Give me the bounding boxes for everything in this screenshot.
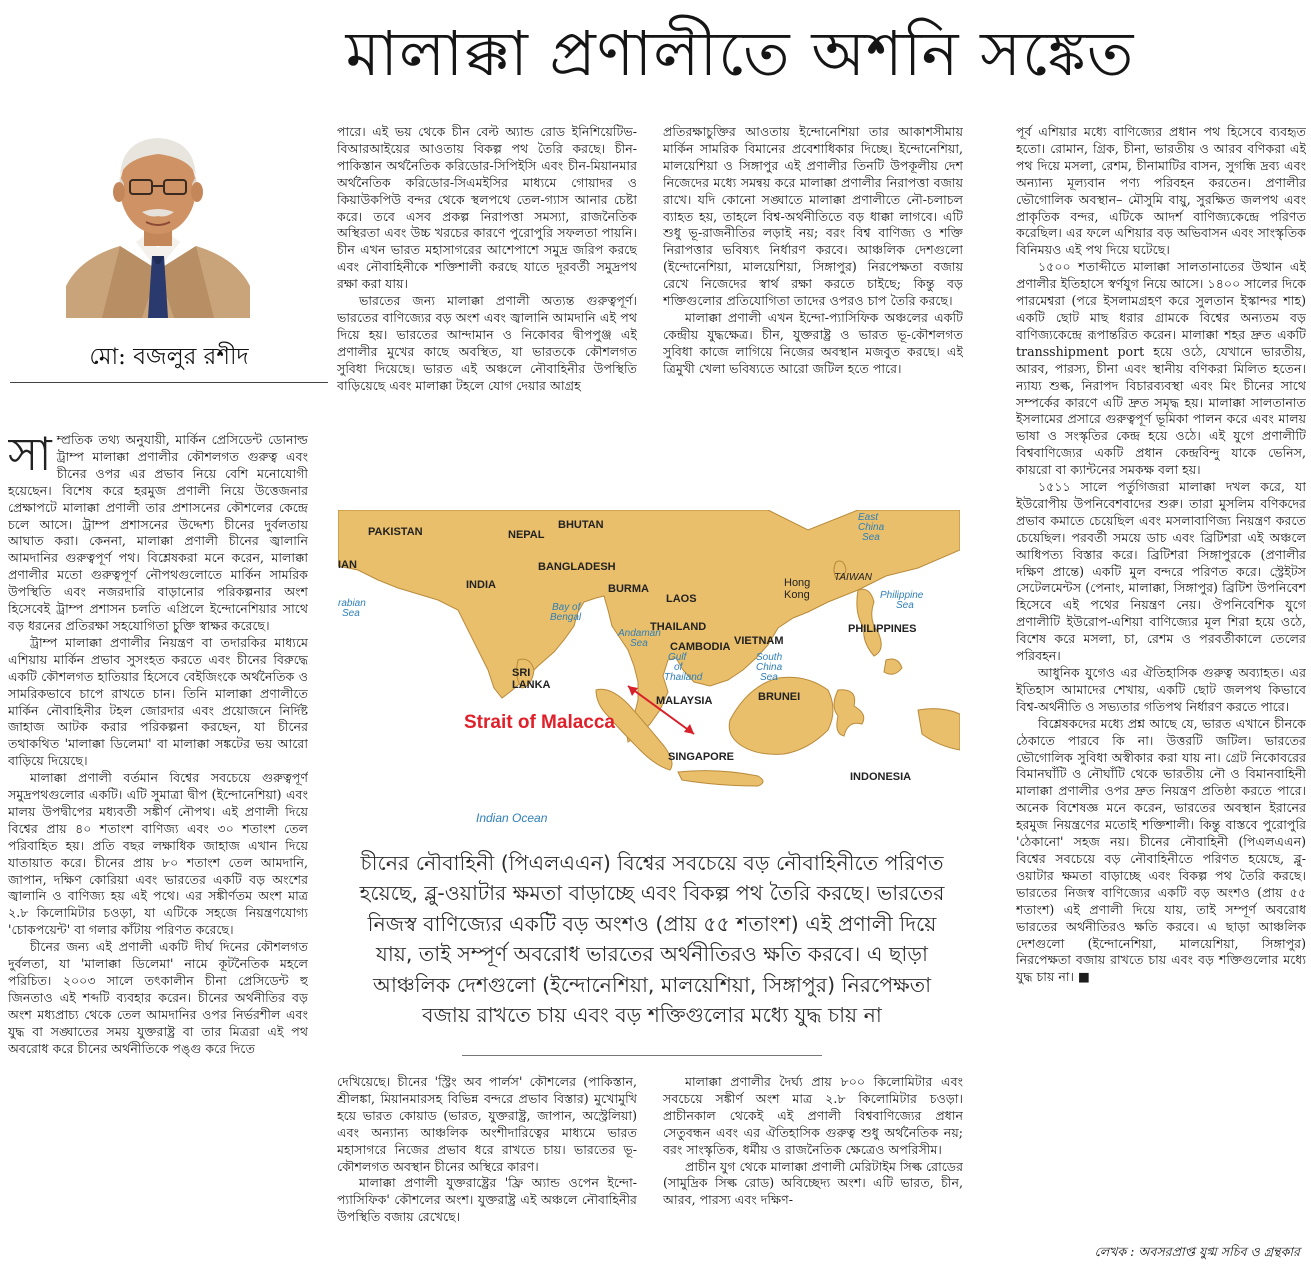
map-label-hong-kong-2: Kong xyxy=(784,589,810,601)
map-label-andaman-sea-1: Andaman xyxy=(618,628,661,639)
map-label-philippines: PHILIPPINES xyxy=(848,623,917,635)
map-label-bhutan: BHUTAN xyxy=(558,519,604,531)
map-label-indian-ocean: Indian Ocean xyxy=(476,811,548,825)
pull-quote-divider xyxy=(462,1055,822,1056)
map-label-andaman-sea-2: Sea xyxy=(630,638,648,649)
byline-divider xyxy=(10,382,328,383)
article-paragraph: প্রাচীন যুগ থেকে মালাক্কা প্রণালী মেরিটাইম সিল্ক রোডের (সামুদ্রিক সিল্ক রোড) অবিচ্ছেদ্য অংশ। এটি ভারত, চীন, আরব, পারস্য এবং দক্ষিণ- xyxy=(663,1158,963,1208)
map-label-thailand: THAILAND xyxy=(650,621,707,633)
article-column-3-lower xyxy=(663,1074,963,1264)
strait-of-malacca-map xyxy=(338,510,960,830)
article-paragraph: ম্প্রতিক তথ্য অনুযায়ী, মার্কিন প্রেসিডেন্ট ডোনাল্ড ট্রাম্প মালাক্কা প্রণালীর কৌশলগত গুরুত্ব এবং চীনের ওপর এর প্রভাব নিয়ে বেশি মনোযোগী হয়েছেন। বিশেষ করে হরমুজ প্রণালী নিয়ে উত্তেজনার প্রেক্ষাপটে মালাক্কা প্রণালী তার প্রশাসনের কৌশলের কেন্দ্রে চলে আসে। ট্রাম্প প্রশাসনের উদ্দেশ্য চীনের দুর্বলতায় আঘাত করা। কেননা, মালাক্কা প্রণালী চীনের জ্বালানি আমদানির গুরুত্বপূর্ণ পথ। বিশ্লেষকরা মনে করেন, মালাক্কা প্রণালীর মতো গুরুত্বপূর্ণ নৌপথগুলোতে মার্কিন সামরিক উপস্থিতি এবং নজরদারি বাড়ানোর পরিকল্পনার অংশ হিসেবেই ট্রাম্প প্রশাসন চলতি এপ্রিলে ইন্দোনেশিয়ার সাথে বড় ধরনের প্রতিরক্ষা সহযোগিতা চুক্তি স্বাক্ষর করেছে। xyxy=(8,432,308,633)
article-column-2 xyxy=(337,124,637,496)
drop-cap: সা xyxy=(8,432,52,481)
article-paragraph: মালাক্কা প্রণালী যুক্তরাষ্ট্রের 'ফ্রি অ্যান্ড ওপেন ইন্দো-প্যাসিফিক' কৌশলের অংশ। যুক্তরাষ্ট্র এই অঞ্চলে নৌবাহিনীর উপস্থিতি বজায় রেখেছে। xyxy=(337,1175,637,1225)
article-paragraph: বিশ্লেষকদের মধ্যে প্রশ্ন আছে যে, ভারত এখানে চীনকে ঠেকাতে পারবে কি না। উত্তরটি জটিল। ভারতের ভৌগোলিক সুবিধা অস্বীকার করা যায় না। গ্রেট নিকোবরের বিমানঘাঁটি ও নৌঘাঁটি থেকে ভারতীয় নৌ ও বিমানবাহিনী মালাক্কা প্রণালীর ওপর দ্রুত নিয়ন্ত্রণ প্রতিষ্ঠা করতে পারে। অনেক বিশেষজ্ঞ মনে করেন, ভারতের অবস্থান ইরানের হরমুজ নিয়ন্ত্রণের মতোই শক্তিশালী। কিন্তু বাস্তবে পুরোপুরি 'ঠেকানো' সহজ নয়। চীনের নৌবাহিনী (পিএলএএন) বিশ্বের সবচেয়ে বড় নৌবাহিনীতে পরিণত হয়েছে, ব্লু-ওয়াটার ক্ষমতা বাড়াচ্ছে এবং বিকল্প পথ তৈরি করছে। ভারতের নিজস্ব বাণিজ্যের একটি বড় অংশও (প্রায় ৫৫ শতাংশ) এই প্রণালী দিয়ে যায়, তাই সম্পূর্ণ অবরোধ ভারতের অর্থনীতিরও ক্ষতি করবে। এ ছাড়া আঞ্চলিক দেশগুলো (ইন্দোনেশিয়া, মালয়েশিয়া, সিঙ্গাপুর) নিরপেক্ষতা বজায় রাখতে চায় এবং বড় শক্তিগুলোর মধ্যে যুদ্ধ চায় না। ■ xyxy=(1016,715,1306,985)
map-label-malaysia: MALAYSIA xyxy=(656,695,713,707)
article-paragraph: ভারতের জন্য মালাক্কা প্রণালী অত্যন্ত গুরুত্বপূর্ণ। ভারতের বাণিজ্যের বড় অংশ এবং জ্বালানি আমদানি এই পথ দিয়ে হয়। ভারতের আন্দামান ও নিকোবর দ্বীপপুঞ্জ এই প্রণালীর মুখের কাছে অবস্থিত, যা ভারতকে কৌশলগত সুবিধা দিয়েছে। ভারত এই অঞ্চলে নৌবাহিনীর উপস্থিতি বাড়িয়েছে এবং মালাক্কা টহলে যোগ দেয়ার আগ্রহ xyxy=(337,293,637,393)
article-paragraph: প্রতিরক্ষাচুক্তির আওতায় ইন্দোনেশিয়া তার আকাশসীমায় মার্কিন সামরিক বিমানের প্রবেশাধিকার দিচ্ছে। ইন্দোনেশিয়া, মালয়েশিয়া ও সিঙ্গাপুর এই প্রণালীর তিনটি উপকূলীয় দেশ নিজেদের মধ্যে সমন্বয় করে মালাক্কা প্রণালীর নিরাপত্তা বজায় রাখে। যদি কোনো সঙ্ঘাতে মালাক্কা প্রণালীতে নৌ-চলাচল ব্যাহত হয়, তাহলে বিশ্ব-অর্থনীতিতে বড় ধাক্কা লাগবে। এটি শুধু ভূ-রাজনীতির লড়াই নয়; বরং বিশ্ব বাণিজ্য ও শক্তি নিরাপত্তার ভবিষ্যৎ নির্ধারণ করবে। আঞ্চলিক দেশগুলো (ইন্দোনেশিয়া, মালয়েশিয়া, সিঙ্গাপুর) নিরপেক্ষতা বজায় রেখে নিজেদের স্বার্থ রক্ষা করতে চাইছে; কিন্তু বড় শক্তিগুলোর প্রতিযোগিতা তাদের ওপরও চাপ তৈরি করছে। xyxy=(663,124,963,309)
map-label-arabian-sea-1: rabian xyxy=(338,598,366,609)
article-paragraph: পারে। এই ভয় থেকে চীন বেল্ট অ্যান্ড রোড ইনিশিয়েটিভ-বিআরআইয়ের আওতায় বিকল্প পথ তৈরি করছে। চীন-পাকিস্তান অর্থনৈতিক করিডোর-সিপিইসি এবং চীন-মিয়ানমার অর্থনৈতিক করিডোর-সিএমইসির মাধ্যমে গোয়াদর ও কিয়াউকপিউ বন্দর থেকে স্থলপথে তেল-গ্যাস আনার চেষ্টা করে। তবে এসব প্রকল্প নিরাপত্তা সমস্যা, রাজনৈতিক অস্থিরতা এবং উচ্চ খরচের কারণে পুরোপুরি সফলতা পায়নি। চীন এখন ভারত মহাসাগরের আশেপাশে সমুদ্র জরিপ করছে এবং নৌবাহিনীকে শক্তিশালী করছে যাতে দূরবর্তী সমুদ্রপথ রক্ষা করা যায়। xyxy=(337,124,637,292)
map-label-cambodia: CAMBODIA xyxy=(670,641,731,653)
article-paragraph: মালাক্কা প্রণালী এখন ইন্দো-প্যাসিফিক অঞ্চলের একটি কেন্দ্রীয় যুদ্ধক্ষেত্র। চীন, যুক্তরাষ্ট্র ও ভারত ভূ-কৌশলগত সুবিধা কাজে লাগিয়ে নিজের অবস্থান মজবুত করছে। এই ত্রিমুখী খেলা ভবিষ্যতে আরো জটিল হতে পারে। xyxy=(663,309,963,376)
pull-quote: চীনের নৌবাহিনী (পিএলএএন) বিশ্বের সবচেয়ে বড় নৌবাহিনীতে পরিণত হয়েছে, ব্লু-ওয়াটার ক্ষমতা বাড়াচ্ছে এবং বিকল্প পথ তৈরি করছে। ভারতের নিজস্ব বাণিজ্যের একটি বড় অংশও (প্রায় ৫৫ শতাংশ) এই প্রণালী দিয়ে যায়, তাই সম্পূর্ণ অবরোধ ভারতের অর্থনীতিরও ক্ষতি করবে। এ ছাড়া আঞ্চলিক দেশগুলো (ইন্দোনেশিয়া, মালয়েশিয়া, সিঙ্গাপুর) নিরপেক্ষতা বজায় রাখতে চায় এবং বড় শক্তিগুলোর মধ্যে যুদ্ধ চায় না xyxy=(359,851,945,1028)
map-label-south-china-sea-3: Sea xyxy=(760,672,778,683)
map-label-india: INDIA xyxy=(466,579,496,591)
map-label-laos: LAOS xyxy=(666,593,697,605)
map-label-hong-kong-1: Hong xyxy=(784,577,811,589)
map-label-south-china-sea-1: South xyxy=(756,652,783,663)
map-label-bay-of-bengal-2: Bengal xyxy=(550,612,582,623)
author-photo xyxy=(62,118,254,318)
map-label-sri-lanka-1: SRI xyxy=(512,667,531,679)
article-paragraph: ১৫১১ সালে পর্তুগিজরা মালাক্কা দখল করে, যা ইউরোপীয় উপনিবেশবাদের শুরু। তারা মুসলিম বণিকদের প্রভাব কমাতে চেয়েছিল এবং মসলাবাণিজ্য নিয়ন্ত্রণ করতে চেয়েছিল। পরবর্তী সময়ে ডাচ এবং ব্রিটিশরা এই অঞ্চলে আধিপত্য বিস্তার করে। ব্রিটিশরা সিঙ্গাপুরকে (প্রণালীর দক্ষিণ প্রান্তে) একটি মুল বন্দরে পরিণত করে। স্ট্রেইটস সেটেলমেন্টস (পেনাং, মালাক্কা, সিঙ্গাপুর) ব্রিটিশ উপনিবেশ হিসেবে এই পথের নিয়ন্ত্রণ নেয়। ঔপনিবেশিক যুগে প্রণালীটি ইউরোপ-এশিয়া বাণিজ্যের মূল শিরা হয়ে ওঠে, বিশেষ করে মসলা, চা, রেশম ও পরবর্তীকালে তেলের পরিবহন। xyxy=(1016,479,1306,664)
headline: মালাক্কা প্রণালীতে অশনি সঙ্কেত xyxy=(345,17,1135,90)
article-column-1 xyxy=(8,432,308,1262)
map-label-gulf-of-thailand-1: Gulf xyxy=(668,652,687,663)
author-credit: লেখক : অবসরপ্রাপ্ত যুগ্ম সচিব ও গ্রন্থকার xyxy=(1094,1244,1300,1259)
map-label-nepal: NEPAL xyxy=(508,529,545,541)
map-label-east-china-sea-1: East xyxy=(858,512,879,523)
article-paragraph: ১৫০০ শতাব্দীতে মালাক্কা সালতানাতের উত্থান এই প্রণালীর ইতিহাসে স্বর্ণযুগ নিয়ে আসে। ১৪০০ সালের দিকে পারমেশ্বরা (পরে ইসলামগ্রহণ করে সুলতান ইস্কান্দর শাহ) একটি ছোট মাছ ধরার গ্রামকে বিশ্বের অন্যতম বড় বাণিজ্যকেন্দ্রে রূপান্তরিত করেন। মালাক্কা শহর দ্রুত একটি transshipment port হয়ে ওঠে, যেখানে ভারতীয়, আরব, পারস্য, চীনা এবং স্থানীয় বণিকরা মিলিত হতেন। ন্যায্য শুল্ক, নিরাপদ বিচারব্যবস্থা এবং মিং চীনের সাথে সম্পর্কের কারণে এটি দ্রুত সমৃদ্ধ হয়। মালাক্কা সালতানাত ইসলামের প্রসারে গুরুত্বপূর্ণ ভূমিকা পালন করে এবং মালয় ভাষা ও সংস্কৃতির কেন্দ্র হয়ে ওঠে। এই যুগে প্রণালীটি বিশ্ববাণিজ্যের একটি প্রধান কেন্দ্রবিন্দু যাকে ভেনিস, কায়রো বা ক্যান্টনের সমকক্ষ বলা হয়। xyxy=(1016,259,1306,478)
article-paragraph: দেখিয়েছে। চীনের 'স্ট্রিং অব পার্লস' কৌশলের (পাকিস্তান, শ্রীলঙ্কা, মিয়ানমারসহ বিভিন্ন বন্দরে প্রভাব বিস্তার) মুখোমুখি হয়ে ভারত কোয়াড (ভারত, যুক্তরাষ্ট্র, জাপান, অস্ট্রেলিয়া) এবং অন্যান্য আঞ্চলিক অংশীদারিত্বের মাধ্যমে ভারত মহাসাগরে নিজের প্রভাব ধরে রাখতে চায়। ভারতের ভূ-কৌশলগত অবস্থান চীনের অস্থিরে কারণ। xyxy=(337,1074,637,1174)
article-paragraph: মালাক্কা প্রণালীর দৈর্ঘ্য প্রায় ৮০০ কিলোমিটার এবং সবচেয়ে সঙ্কীর্ণ অংশ মাত্র ২.৮ কিলোমিটার চওড়া। প্রাচীনকাল থেকেই এই প্রণালী বিশ্ববাণিজ্যের প্রধান সেতুবন্ধন এবং এর ঐতিহাসিক গুরুত্ব শুধু অর্থনৈতিক নয়; বরং সাংস্কৃতিক, ধর্মীয় ও রাজনৈতিক ক্ষেত্রেও অপরিসীম। xyxy=(663,1074,963,1157)
author-byline: মো: বজলুর রশীদ xyxy=(89,344,249,370)
article-paragraph: মালাক্কা প্রণালী বর্তমান বিশ্বের সবচেয়ে গুরুত্বপূর্ণ সমুদ্রপথগুলোর একটি। এটি সুমাত্রা দ্বীপ (ইন্দোনেশিয়া) এবং মালয় উপদ্বীপের মধ্যবর্তী সঙ্কীর্ণ নৌপথ। এই প্রণালী দিয়ে বিশ্বের প্রায় ৪০ শতাংশ বাণিজ্য এবং ৩০ শতাংশ তেল পরিবাহিত হয়। প্রতি বছর লক্ষাধিক জাহাজ এখান দিয়ে যাতায়াত করে। চীনের প্রায় ৮০ শতাংশ তেল আমদানি, জাপান, দক্ষিণ কোরিয়া এবং ভারতের একটি বড় অংশের জ্বালানি ও বাণিজ্য হয় এই পথে। এর সঙ্কীর্ণতম অংশ মাত্র ২.৮ কিলোমিটার চওড়া, যা এটিকে সহজে নিয়ন্ত্রণযোগ্য 'চোকপয়েন্ট' বা গলার কাঁটায় পরিণত করেছে। xyxy=(8,770,308,938)
map-label-iran: IAN xyxy=(338,559,357,571)
map-label-indonesia: INDONESIA xyxy=(850,771,912,783)
map-label-south-china-sea-2: China xyxy=(756,662,783,673)
map-label-singapore: SINGAPORE xyxy=(668,751,735,763)
article-column-2-lower xyxy=(337,1074,637,1264)
article-column-4 xyxy=(1016,124,1306,1236)
map-label-arabian-sea-2: Sea xyxy=(342,608,360,619)
map-label-bangladesh: BANGLADESH xyxy=(538,561,616,573)
map-label-bay-of-bengal-1: Bay of xyxy=(552,602,581,613)
strait-of-malacca-label: Strait of Malacca xyxy=(464,712,615,733)
article-paragraph: আধুনিক যুগেও এর ঐতিহাসিক গুরুত্ব অব্যাহত। এর ইতিহাস আমাদের শেখায়, একটি ছোট জলপথ কিভাবে বিশ্ব-অর্থনীতি ও সভ্যতার গতিপথ নির্ধারণ করতে পারে। xyxy=(1016,665,1306,714)
map-label-vietnam: VIETNAM xyxy=(734,635,784,647)
map-label-gulf-of-thailand-2: of xyxy=(674,662,683,673)
map-label-pakistan: PAKISTAN xyxy=(368,526,423,538)
map-label-burma: BURMA xyxy=(608,583,649,595)
article-paragraph: চীনের জন্য এই প্রণালী একটি দীর্ঘ দিনের কৌশলগত দুর্বলতা, যা 'মালাক্কা ডিলেমা' নামে কূটনৈতিক মহলে পরিচিত। ২০০৩ সালে তৎকালীন চীনা প্রেসিডেন্ট হু জিনতাও এই শব্দটি ব্যবহার করেন। চীনের অর্থনীতির বড় অংশ মধ্যপ্রাচ্য থেকে তেল আমদানির ওপর নির্ভরশীল এবং যুদ্ধ বা সঙ্ঘাতের সময় যুক্তরাষ্ট্র বা তার মিত্ররা এই পথ অবরোধ করে চীনের অর্থনীতিকে পঙ্গু করে দিতে xyxy=(8,939,308,1056)
map-label-gulf-of-thailand-3: Thailand xyxy=(664,672,703,683)
map-label-sri-lanka-2: LANKA xyxy=(512,679,551,691)
article-column-3 xyxy=(663,124,963,496)
article-paragraph: ট্রাম্প মালাক্কা প্রণালীর নিয়ন্ত্রণ বা তদারকির মাধ্যমে এশিয়ায় মার্কিন প্রভাব সুসংহত করতে এবং চীনের বিরুদ্ধে একটি কৌশলগত হাতিয়ার হিসেবে বেইজিংকে অর্থনৈতিক ও সামরিকভাবে চাপে রাখতে চান। তিনি মালাক্কা প্রণালীতে মার্কিন নৌবাহিনীর টহল জোরদার এবং প্রয়োজনে নির্দিষ্ট জাহাজ আটক করার পরিকল্পনা করছেন, যা চীনের তথাকথিত 'মালাক্কা ডিলেমা' বা মালাক্কা সঙ্কটের ভয় আরো বাড়িয়ে দিয়েছে। xyxy=(8,634,308,769)
map-label-east-china-sea-3: Sea xyxy=(862,532,880,543)
map-label-taiwan: TAIWAN xyxy=(834,572,872,583)
article-paragraph: পূর্ব এশিয়ার মধ্যে বাণিজ্যের প্রধান পথ হিসেবে ব্যবহৃত হতো। রোমান, গ্রিক, চীনা, ভারতীয় ও আরব বণিকরা এই পথ দিয়ে মসলা, রেশম, চীনামাটির বাসন, সুগন্ধি দ্রব্য এবং অন্যান্য মূল্যবান পণ্য পরিবহন করতেন। প্রণালীর ভৌগোলিক অবস্থান– মৌসুমি বায়ু, সুরক্ষিত জলপথ এবং প্রাকৃতিক বন্দর, এটিকে আদর্শ বাণিজ্যকেন্দ্রে পরিণত করেছিল। এর ফলে এশিয়ার বড় অভিবাসন এবং সাংস্কৃতিক বিনিময়ও এই পথ দিয়ে ঘটেছে। xyxy=(1016,124,1306,258)
map-label-philippine-sea-1: Philippine xyxy=(880,590,924,601)
map-label-brunei: BRUNEI xyxy=(758,691,801,703)
map-label-east-china-sea-2: China xyxy=(858,522,885,533)
map-label-philippine-sea-2: Sea xyxy=(896,600,914,611)
